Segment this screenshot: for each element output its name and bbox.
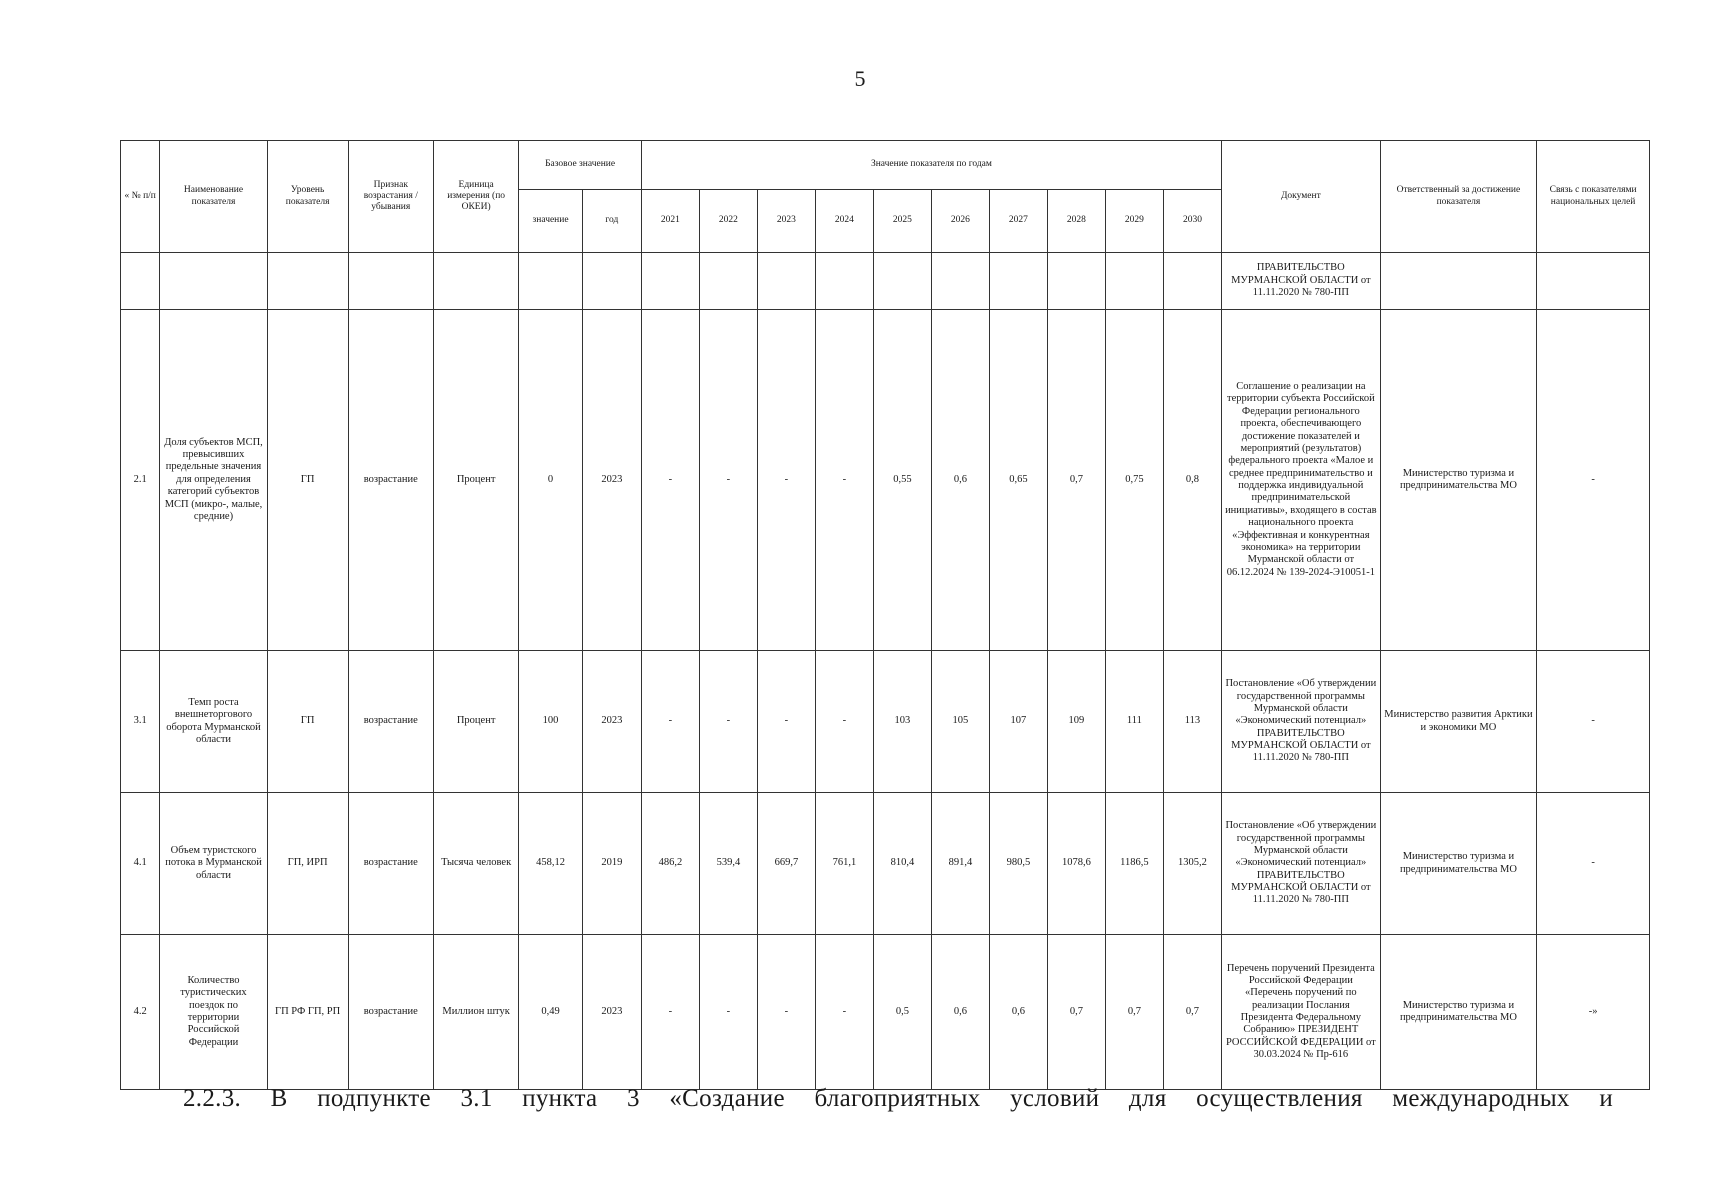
cell-year-value: - (699, 310, 757, 651)
cell-year-value: 107 (989, 651, 1047, 793)
header-year: 2028 (1047, 190, 1105, 253)
cell-year-value: - (699, 935, 757, 1090)
cell-year-value (757, 253, 815, 310)
cell-document: Постановление «Об утверждении государственной программы Мурманской области «Экономический потенциал» ПРАВИТЕЛЬСТВО МУРМАНСКОЙ ОБЛАСТИ от 11.11.2020 № 780-ПП (1222, 793, 1381, 935)
header-link: Связь с показателями национальных целей (1537, 141, 1650, 253)
header-level: Уровень показателя (267, 141, 348, 253)
cell-year-value: - (757, 310, 815, 651)
cell-year-value (1047, 253, 1105, 310)
cell-base-year: 2023 (582, 935, 641, 1090)
cell-name: Количество туристических поездок по территории Российской Федерации (160, 935, 267, 1090)
cell-year-value: - (757, 935, 815, 1090)
header-row (121, 141, 1650, 190)
header-document: Документ (1222, 141, 1381, 253)
table-row (121, 793, 1650, 935)
header-years-group: Значение показателя по годам (641, 141, 1221, 190)
cell-year-value (989, 253, 1047, 310)
cell-year-value: 0,6 (931, 935, 989, 1090)
cell-num: 4.1 (121, 793, 160, 935)
cell-base-year: 2023 (582, 651, 641, 793)
cell-year-value: - (699, 651, 757, 793)
cell-responsible: Министерство развития Арктики и экономики МО (1380, 651, 1536, 793)
cell-year-value: - (641, 651, 699, 793)
cell-base-year: 2019 (582, 793, 641, 935)
cell-base-year (582, 253, 641, 310)
cell-year-value: - (815, 310, 873, 651)
cell-name: Доля субъектов МСП, превысивших предельные значения для определения категорий субъектов МСП (микро-, малые, средние) (160, 310, 267, 651)
cell-year-value: 0,8 (1163, 310, 1221, 651)
cell-year-value: 0,7 (1105, 935, 1163, 1090)
header-num: « № п/п (121, 141, 160, 253)
cell-link (1537, 253, 1650, 310)
cell-level: ГП, ИРП (267, 793, 348, 935)
cell-link: -» (1537, 935, 1650, 1090)
cell-document: Постановление «Об утверждении государственной программы Мурманской области «Экономический потенциал» ПРАВИТЕЛЬСТВО МУРМАНСКОЙ ОБЛАСТИ от 11.11.2020 № 780-ПП (1222, 651, 1381, 793)
cell-unit: Тысяча человек (433, 793, 518, 935)
table-row (121, 651, 1650, 793)
cell-responsible: Министерство туризма и предпринимательства МО (1380, 310, 1536, 651)
header-year: 2026 (931, 190, 989, 253)
cell-num: 3.1 (121, 651, 160, 793)
cell-year-value (1163, 253, 1221, 310)
cell-link: - (1537, 651, 1650, 793)
cell-year-value: - (641, 935, 699, 1090)
cell-responsible: Министерство туризма и предпринимательства МО (1380, 935, 1536, 1090)
body-paragraph: 2.2.3. В подпункте 3.1 пункта 3 «Создание благоприятных условий для осуществления международных и (183, 1085, 1613, 1112)
header-year: 2024 (815, 190, 873, 253)
cell-base-value: 0 (519, 310, 582, 651)
page-number: 5 (854, 66, 866, 91)
header-year: 2027 (989, 190, 1047, 253)
cell-trend: возрастание (348, 310, 433, 651)
cell-name (160, 253, 267, 310)
cell-year-value: 0,6 (931, 310, 989, 651)
cell-trend: возрастание (348, 793, 433, 935)
cell-year-value: 0,6 (989, 935, 1047, 1090)
cell-link: - (1537, 793, 1650, 935)
table-row (121, 253, 1650, 310)
table-row (121, 935, 1650, 1090)
cell-year-value: 980,5 (989, 793, 1047, 935)
cell-year-value: 113 (1163, 651, 1221, 793)
header-name: Наименование показателя (160, 141, 267, 253)
cell-year-value: 0,55 (873, 310, 931, 651)
cell-year-value: 1305,2 (1163, 793, 1221, 935)
cell-responsible: Министерство туризма и предпринимательства МО (1380, 793, 1536, 935)
header-unit: Единица измерения (по ОКЕИ) (433, 141, 518, 253)
header-trend: Признак возрастания / убывания (348, 141, 433, 253)
cell-year-value: 0,5 (873, 935, 931, 1090)
cell-base-value (519, 253, 582, 310)
cell-year-value (1105, 253, 1163, 310)
cell-year-value: 103 (873, 651, 931, 793)
cell-year-value: 891,4 (931, 793, 989, 935)
header-year: 2030 (1163, 190, 1221, 253)
cell-year-value: - (815, 935, 873, 1090)
cell-document: ПРАВИТЕЛЬСТВО МУРМАНСКОЙ ОБЛАСТИ от 11.11.2020 № 780-ПП (1222, 253, 1381, 310)
table-row (121, 310, 1650, 651)
cell-year-value: 0,7 (1163, 935, 1221, 1090)
cell-year-value: 0,75 (1105, 310, 1163, 651)
cell-responsible (1380, 253, 1536, 310)
cell-year-value: - (815, 651, 873, 793)
cell-unit (433, 253, 518, 310)
cell-base-value: 100 (519, 651, 582, 793)
cell-year-value: 105 (931, 651, 989, 793)
cell-unit: Процент (433, 310, 518, 651)
cell-year-value: 1186,5 (1105, 793, 1163, 935)
cell-year-value (699, 253, 757, 310)
cell-base-year: 2023 (582, 310, 641, 651)
header-year: 2021 (641, 190, 699, 253)
cell-name: Темп роста внешнеторгового оборота Мурманской области (160, 651, 267, 793)
indicators-table (120, 140, 1650, 1090)
cell-year-value: - (757, 651, 815, 793)
cell-level: ГП (267, 310, 348, 651)
cell-level: ГП (267, 651, 348, 793)
cell-trend: возрастание (348, 651, 433, 793)
cell-year-value (931, 253, 989, 310)
cell-level: ГП РФ ГП, РП (267, 935, 348, 1090)
cell-year-value: 111 (1105, 651, 1163, 793)
cell-year-value: 486,2 (641, 793, 699, 935)
header-responsible: Ответственный за достижение показателя (1380, 141, 1536, 253)
header-year: 2023 (757, 190, 815, 253)
cell-year-value: 0,7 (1047, 935, 1105, 1090)
cell-year-value: 1078,6 (1047, 793, 1105, 935)
cell-year-value: 0,65 (989, 310, 1047, 651)
header-year: 2022 (699, 190, 757, 253)
cell-name: Объем туристского потока в Мурманской области (160, 793, 267, 935)
header-base-value: значение (519, 190, 582, 253)
cell-document: Перечень поручений Президента Российской Федерации «Перечень поручений по реализации Послания Президента Федеральному Собранию» ПРЕЗИДЕНТ РОССИЙСКОЙ ФЕДЕРАЦИИ от 30.03.2024 № Пр-616 (1222, 935, 1381, 1090)
cell-year-value: 539,4 (699, 793, 757, 935)
cell-trend (348, 253, 433, 310)
cell-document: Соглашение о реализации на территории субъекта Российской Федерации регионального проекта, обеспечивающего достижение показателей и мероприятий (результатов) федерального проекта «Малое и среднее предпринимательство и поддержка индивидуальной предпринимательской инициативы», входящего в состав национального проекта «Эффективная и конкурентная экономика» на территории Мурманской области от 06.12.2024 № 139-2024-Э10051-1 (1222, 310, 1381, 651)
cell-base-value: 458,12 (519, 793, 582, 935)
header-year: 2025 (873, 190, 931, 253)
cell-num: 4.2 (121, 935, 160, 1090)
cell-unit: Процент (433, 651, 518, 793)
cell-level (267, 253, 348, 310)
cell-num (121, 253, 160, 310)
header-base-group: Базовое значение (519, 141, 642, 190)
header-year: 2029 (1105, 190, 1163, 253)
cell-year-value (815, 253, 873, 310)
cell-year-value (873, 253, 931, 310)
cell-link: - (1537, 310, 1650, 651)
cell-trend: возрастание (348, 935, 433, 1090)
cell-year-value: 761,1 (815, 793, 873, 935)
cell-year-value: 109 (1047, 651, 1105, 793)
cell-unit: Миллион штук (433, 935, 518, 1090)
cell-year-value: 0,7 (1047, 310, 1105, 651)
cell-base-value: 0,49 (519, 935, 582, 1090)
cell-num: 2.1 (121, 310, 160, 651)
cell-year-value: 669,7 (757, 793, 815, 935)
cell-year-value: - (641, 310, 699, 651)
header-base-year: год (582, 190, 641, 253)
cell-year-value: 810,4 (873, 793, 931, 935)
cell-year-value (641, 253, 699, 310)
